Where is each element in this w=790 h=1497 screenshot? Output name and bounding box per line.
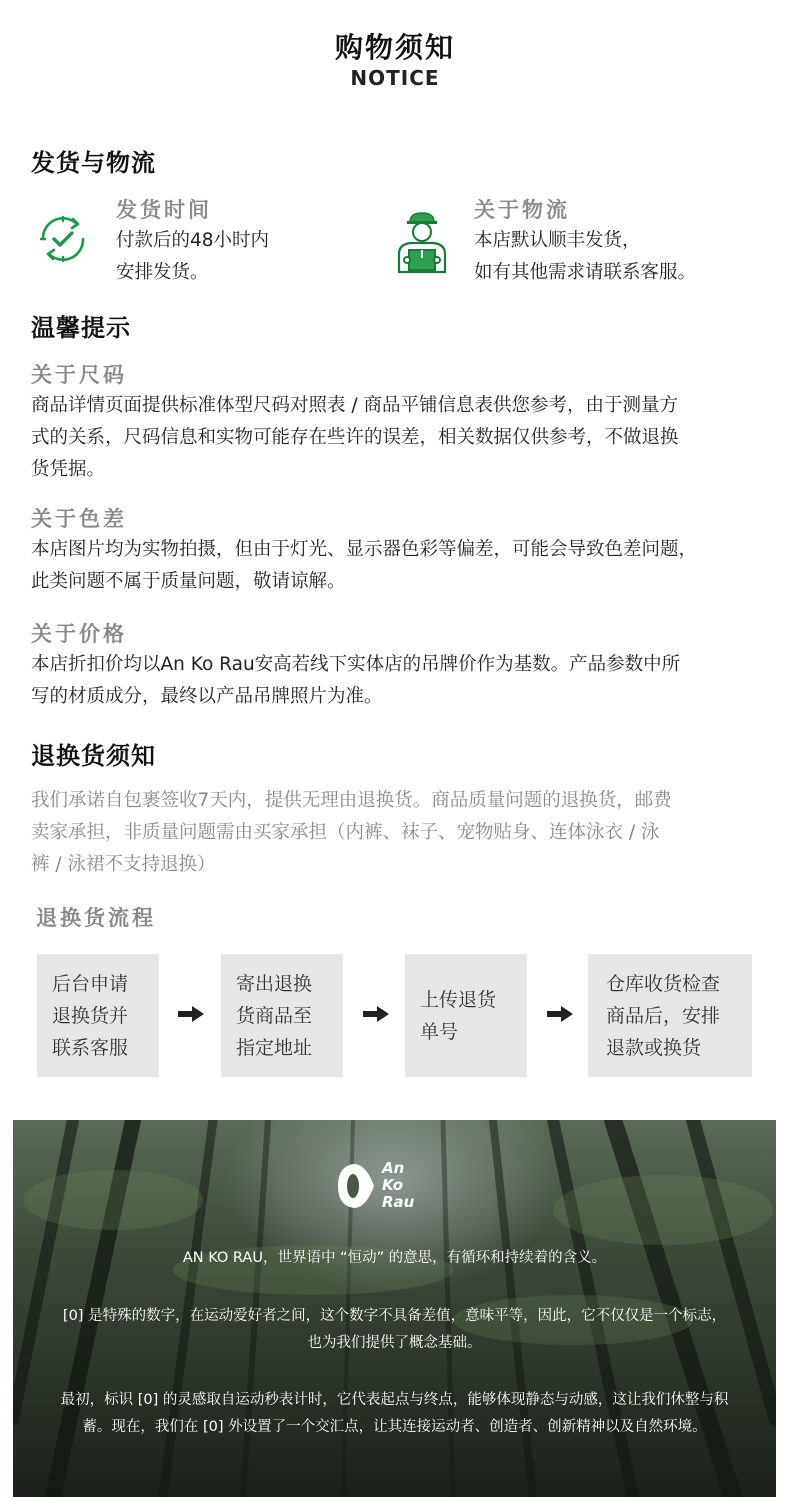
arrow-right-icon xyxy=(547,1006,573,1022)
clock-check-icon xyxy=(37,213,89,269)
price-text: 本店折扣价均以An Ko Rau安高若线下实体店的吊牌价作为基数。产品参数中所 写的材质成分，最终以产品吊牌照片为准。 xyxy=(31,654,681,707)
size-text: 商品详情页面提供标准体型尺码对照表 / 商品平铺信息表供您参考，由于测量方 式的关系，尺码信息和实物可能存在些许的误差，相关数据仅供参考，不做退换 货凭据。 xyxy=(31,395,679,480)
brand-banner xyxy=(13,1120,776,1497)
ship-logistics-line: 本店默认顺丰发货， xyxy=(474,230,641,251)
process-title: 退换货流程 xyxy=(36,906,156,930)
delivery-person-icon xyxy=(395,210,449,280)
shipping-section-title: 发货与物流 xyxy=(31,149,156,177)
process-step: 寄出退换 货商品至 指定地址 xyxy=(221,954,343,1077)
ship-time-title: 发货时间 xyxy=(116,198,212,222)
color-text: 本店图片均为实物拍摄，但由于灯光、显示器色彩等偏差，可能会导致色差问题， 此类问题不属于质量问题，敬请谅解。 xyxy=(31,539,698,592)
process-step: 后台申请 退换货并 联系客服 xyxy=(37,954,159,1077)
brand-paragraph: 最初，标识 [0] 的灵感取自运动秒表计时，它代表起点与终点，能够体现静态与动感，这让我们休整与积 蓄。现在，我们在 [0] 外设置了一个交汇点，让其连接运动者、创造者、创新精神以及自然环境。 xyxy=(60,1392,729,1435)
price-title: 关于价格 xyxy=(31,622,127,646)
ship-logistics-line: 如有其他需求请联系客服。 xyxy=(474,262,697,283)
process-step: 仓库收货检查 商品后，安排 退款或换货 xyxy=(588,954,752,1077)
returns-text: 我们承诺自包裹签收7天内，提供无理由退换货。商品质量问题的退换货，邮费 卖家承担，非质量问题需由买家承担（内裤、袜子、宠物贴身、连体泳衣 / 泳 裤 / 泳裙不支持退换） xyxy=(31,790,672,875)
process-step: 上传退货 单号 xyxy=(405,954,527,1077)
brand-zero-icon xyxy=(336,1160,380,1212)
brand-logo-text: An Ko Rau xyxy=(382,1159,415,1211)
page-subtitle: NOTICE xyxy=(350,66,440,90)
ship-logistics-title: 关于物流 xyxy=(474,198,570,222)
color-title: 关于色差 xyxy=(31,507,127,531)
tips-section-title: 温馨提示 xyxy=(31,314,131,342)
page-title: 购物须知 xyxy=(334,31,455,64)
arrow-right-icon xyxy=(178,1006,204,1022)
ship-time-line: 付款后的48小时内 xyxy=(116,230,270,251)
arrow-right-icon xyxy=(363,1006,389,1022)
brand-paragraph: AN KO RAU，世界语中 “恒动” 的意思，有循环和持续着的含义。 xyxy=(182,1250,607,1266)
size-title: 关于尺码 xyxy=(31,363,127,387)
returns-section-title: 退换货须知 xyxy=(31,742,156,770)
ship-time-line: 安排发货。 xyxy=(116,262,209,283)
brand-paragraph: [0] 是特殊的数字，在运动爱好者之间，这个数字不具备差值，意味平等，因此，它不仅仅是一个标志， 也为我们提供了概念基础。 xyxy=(62,1308,727,1351)
